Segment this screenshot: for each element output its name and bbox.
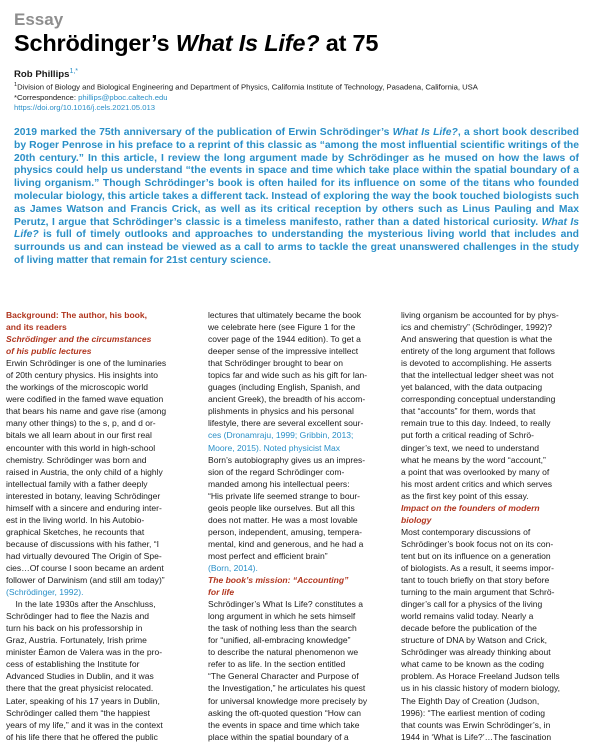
body-text-line: remain true to this day. Indeed, to really <box>401 418 551 429</box>
body-text-line: that counts was Erwin Schrödinger’s, in <box>401 719 551 730</box>
body-text-line: world remains valid today. Nearly a <box>401 611 534 622</box>
body-text-line: 1944 in ‘What is Life?’…The fascination <box>401 731 552 742</box>
body-text-line: lifestyle, there are several excellent sour- <box>208 418 364 429</box>
body-text-line: himself with a sincere and enduring inter- <box>6 502 162 513</box>
body-text-line: Schrödinger had to flee the Nazis and <box>6 611 150 622</box>
article-title <box>14 30 378 57</box>
affiliation-text: Division of Biology and Biological Engineering and Department of Physics, California Institute of Technology, Pasadena, California, USA <box>17 82 478 92</box>
body-text-line: dinger’s text, we need to understand <box>401 442 539 453</box>
author-name: Rob Phillips <box>14 69 70 81</box>
body-text-line: lectures that ultimately became the book <box>208 310 361 320</box>
body-text-line: mental, kind and generous, and he had a <box>208 538 364 549</box>
body-text-line: for universal knowledge more precisely by <box>208 695 368 706</box>
body-text-line: structure of DNA by Watson and Crick, <box>401 635 547 646</box>
body-text-line: “The General Character and Purpose of <box>208 671 359 682</box>
body-text-line: guages (including English, Spanish, and <box>208 382 361 393</box>
abstract-book-title-1: What Is Life? <box>392 127 458 138</box>
correspondence-label: *Correspondence: <box>14 92 79 102</box>
body-text-line: In the late 1930s after the Anschluss, <box>6 599 156 610</box>
body-text-line: And answering that question is what the <box>401 334 553 345</box>
body-text-line: many other things) to the s, p, and d or- <box>6 418 156 429</box>
body-text-line: the events in space and time which take <box>208 719 360 730</box>
body-text-line: encounter with this world in high-school <box>6 442 156 453</box>
body-text-line: turning to the main argument that Schrö- <box>401 587 555 598</box>
body-text-line: we celebrate here (see Figure 1 for the <box>208 322 356 333</box>
affiliation-mark: 1 <box>14 82 18 88</box>
subsection-heading-line: for life <box>208 587 235 598</box>
body-text-line: ancient Greek), the breadth of his accom- <box>208 394 366 405</box>
body-text-line: entirety of the long argument that follows <box>401 346 555 357</box>
body-text-line: had virtually devoured The Origin of Spe- <box>6 550 162 561</box>
body-text-line: cies…Of course I soon became an ardent <box>6 562 164 573</box>
body-text-line: graphical Sketches, he recounts that <box>6 526 145 537</box>
body-text-line: geois people like ourselves. But all this <box>208 502 355 513</box>
body-text-line: dinger’s call for a physics of the living <box>401 599 543 610</box>
body-text-line: decade before the publication of the <box>401 623 537 634</box>
body-column-left <box>6 309 166 743</box>
body-text-line: chemistry. Schrödinger was born and <box>6 454 147 465</box>
body-text-line: Schrödinger was already thinking about <box>401 647 551 658</box>
body-text-line: 1996): “The earliest mention of coding <box>401 707 545 718</box>
body-text-line: of his life there that he offered the public <box>6 731 158 742</box>
body-text-line: the workings of the microscopic world <box>6 382 149 393</box>
email-link[interactable]: phillips@pboc.caltech.edu <box>78 92 168 102</box>
body-text-line: of biologists. As a result, it seems impor- <box>401 562 554 573</box>
correspondence-line <box>14 93 478 103</box>
body-text-line: bitals we all learn about in our first real <box>6 430 152 441</box>
body-text-line: interested in botany, leaving Schrödinger <box>6 490 161 501</box>
body-text-line: put forth a critical reading of Schrö- <box>401 430 535 441</box>
body-text-line: what came to be known as the coding <box>401 659 545 670</box>
subsection-heading-line: biology <box>401 514 432 525</box>
article-type-label: Essay <box>14 10 64 29</box>
body-text-line: yet balanced, with the data outpacing <box>401 382 543 393</box>
body-text-line: Advanced Studies in Dublin, and it was <box>6 671 154 682</box>
subsection-heading-line: of his public lectures <box>6 346 92 357</box>
abstract-part-3: is full of timely outlooks and approaches to understanding the mysterious living world that includes and surrounds us and can instead be viewed as a call to arms to tackle the great unanswered challenges in the study of living matter that remain for 21st century science. <box>14 229 579 266</box>
body-text-line: corresponding conceptual understanding <box>401 394 556 405</box>
body-text-line: place within the spatial boundary of a <box>208 731 349 742</box>
body-text-line: topics far and wide such as his gift for lan- <box>208 370 368 381</box>
body-text-line: Schrödinger’s book focus not on its con- <box>401 538 554 549</box>
body-text-line: his most ardent critics and which serves <box>401 478 553 489</box>
body-text-line: est in the living world. In his Autobio- <box>6 514 145 525</box>
affiliation-line <box>14 80 478 93</box>
body-column-right <box>401 309 560 743</box>
body-text-line: long argument in which he sets himself <box>208 611 356 622</box>
body-text-line: the task of nothing less than the search <box>208 623 357 634</box>
body-text-line: refer to as life. In the section entitled <box>208 659 346 670</box>
title-suffix: at 75 <box>319 30 379 56</box>
body-text-line: what he means by the word “account,” <box>401 454 546 465</box>
abstract-part-1: 2019 marked the 75th anniversary of the publication of Erwin Schrödinger’s <box>14 127 393 138</box>
title-prefix: Schrödinger’s <box>14 30 176 56</box>
abstract-part-2: , a short book described by Roger Penrose in his preface to a reprint of this classic as “among the most influential scientific writings of the 20th century.” In this article, I review the long argument made by Schrödinger as he mused on how the laws of physics could help us understand “the events in space and time which take place within the spatial boundary of a living organism.” Though Schrödinger’s book is often hailed for its influence on some of the titans who founded molecular biology, this article takes a different tack. Instead of exploring the way the book touched biologists such as James Watson and Francis Crick, as well as its critical reception by others such as Linus Pauling and Max Perutz, I argue that Schrödinger’s classic is a timeless manifesto, rather than a dated historical curiosity. <box>14 127 579 228</box>
body-text-line: of 20th century physics. His insights into <box>6 370 159 381</box>
title-book-name: What Is Life? <box>175 30 320 56</box>
body-text-line: plishments in physics and his personal <box>208 406 354 417</box>
body-text-line: manded among his intellectual peers: <box>208 478 350 489</box>
body-text-line: “His private life seemed strange to bour- <box>208 490 361 501</box>
doi-link[interactable]: https://doi.org/10.1016/j.cels.2021.05.013 <box>14 102 156 112</box>
body-text-line: cess of establishing the Institute for <box>6 659 140 670</box>
body-text-line: living organism be accounted for by phys- <box>401 310 559 320</box>
author-line <box>14 68 78 80</box>
body-text-line: there that the great physicist relocated. <box>6 683 154 694</box>
body-text-line: is devoted to accomplishing. He asserts <box>401 358 552 369</box>
body-text-line: a point that was overlooked by many of <box>401 466 550 477</box>
body-text-line: Born’s autobiography gives us an impres- <box>208 454 366 465</box>
body-text-line[interactable]: (Born, 2014). <box>208 562 258 573</box>
section-heading-line: Background: The author, his book, <box>6 310 148 320</box>
body-text-line: for “unified, all-embracing knowledge” <box>208 635 351 646</box>
body-text-line: tant to touch briefly on that story before <box>401 575 550 586</box>
body-text-line: were codified in the famed wave equation <box>6 394 164 405</box>
body-text-line: ics and chemistry” (Schrödinger, 1992)? <box>401 322 553 333</box>
body-text-line: deeper sense of the impressive intellect <box>208 346 359 357</box>
body-text-line: person, independent, amusing, tempera- <box>208 526 362 537</box>
body-text-line: follower of Darwinism (and still am today)” <box>6 575 165 586</box>
body-text-line: does not matter. He was a most lovable <box>208 514 358 525</box>
body-text-line: intellectual family with a father deeply <box>6 478 148 489</box>
affiliation-block <box>14 80 478 113</box>
body-text-line: asking the oft-quoted question “How can <box>208 707 361 718</box>
subsection-heading-line: The book’s mission: “Accounting” <box>208 575 349 586</box>
body-text-line: that Schrödinger brought to bear on <box>208 358 343 369</box>
body-text-line: Graz, Austria. Fortunately, Irish prime <box>6 635 147 646</box>
body-text-line[interactable]: (Schrödinger, 1992). <box>6 587 84 598</box>
body-text-line: Schrödinger’s What Is Life? constitutes a <box>208 599 364 610</box>
body-column-middle <box>208 309 367 743</box>
body-text-line: Later, speaking of his 17 years in Dublin, <box>6 695 160 706</box>
body-text-line: the Investigation,” he articulates his quest <box>208 683 366 694</box>
body-text-line: as the first key point of this essay. <box>401 490 529 501</box>
body-text-line: that bears his name and gave rise (among <box>6 406 167 417</box>
body-text-line: tent but on its influence on a generation <box>401 550 551 561</box>
subsection-heading-line: Impact on the founders of modern <box>401 502 540 513</box>
body-text-line: turn his back on his professorship in <box>6 623 143 634</box>
body-text-line: to describe the natural phenomenon we <box>208 647 359 658</box>
body-text-line: raised in Austria, the only child of a highly <box>6 466 163 477</box>
section-heading-line: and its readers <box>6 322 67 333</box>
body-text-line: because of discussions with his father, “I <box>6 538 159 549</box>
body-text-line: us in his classic history of modern biology, <box>401 683 560 694</box>
body-text-line: Most contemporary discussions of <box>401 526 531 537</box>
body-text-line[interactable]: Moore, 2015). Noted physicist Max <box>208 442 341 453</box>
abstract <box>14 127 579 268</box>
body-text-line: cover page of the 1944 edition). To get a <box>208 334 361 345</box>
body-text-line[interactable]: ces (Dronamraju, 1999; Gribbin, 2013; <box>208 430 354 441</box>
body-text-line: that the intellectual ledger sheet was not <box>401 370 554 381</box>
body-text-line: The Eighth Day of Creation (Judson, <box>401 695 540 706</box>
author-marks: 1,* <box>69 68 78 75</box>
body-text-line: minister Éamon de Valera was in the pro- <box>6 647 163 658</box>
body-text-line: most perfect and efficient brain” <box>208 550 328 561</box>
body-text-line: that “accounts” for them, words that <box>401 406 536 417</box>
subsection-heading-line: Schrödinger and the circumstances <box>6 334 152 345</box>
body-text-line: Schrödinger called them “the happiest <box>6 707 150 718</box>
body-text-line: years of my life,” and it was in the context <box>6 719 163 730</box>
abstract-book-title-2: What Is Life? <box>14 216 580 241</box>
body-text-line: sion of the regard Schrödinger com- <box>208 466 345 477</box>
body-text-line: Erwin Schrödinger is one of the luminaries <box>6 358 167 369</box>
body-text-line: problem. As Horace Freeland Judson tells <box>401 671 560 682</box>
